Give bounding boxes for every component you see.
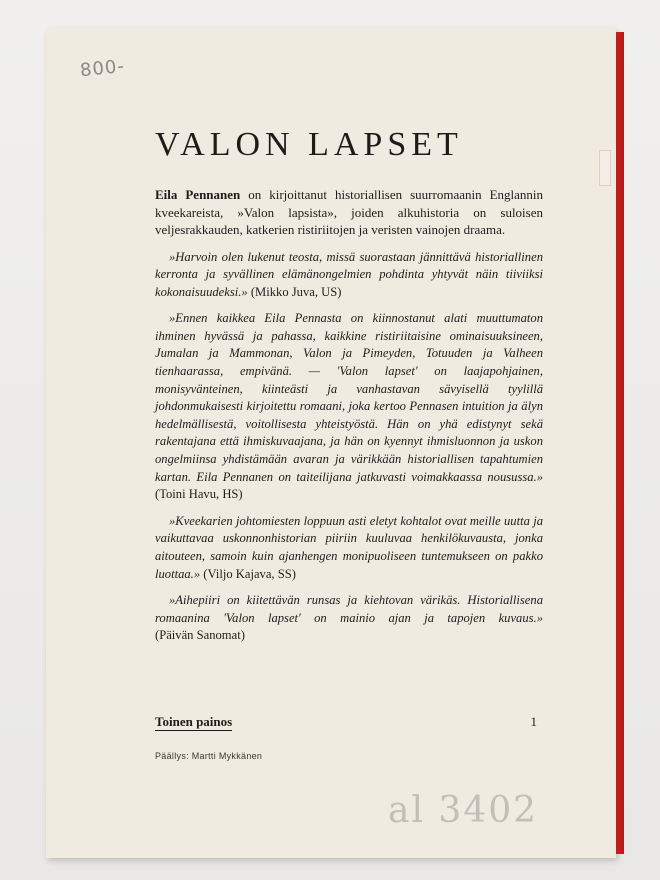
edition-row [155,714,543,730]
book-title: VALON LAPSET [155,126,463,163]
review-quote [155,513,543,583]
review-quote [155,310,543,504]
quote-text: »Ennen kaikkea Eila Pennasta on kiinnostanut alati muuttumaton ihminen hyvässä ja pahassa, kaikkine ristiriitaisine ominaisuuksineen, Jumalan ja Mammonan, Valon ja Pimeyden, Totuuden ja Valheen tienhaarassa, empivänä. — 'Valon lapset' on laajapohjainen, monisyvänteinen, kiinteästi ja vanhastavan sävyisellä tyylillä johdonmukaisesti kirjoitettu romaani, joka kertoo Pennasen intuition ja älyn hedelmällisestä, voitollisesta yhteistyöstä. Hän on yhä edistynyt sekä rakentajana että ihmiskuvaajana, ja hän on kyennyt ihmisluonnon ja uskon ongelmiinsa yhdistämään avaran ja värikkään historiallisen tapahtumien kartan. Eila Pennanen on taiteilijana jatkuvasti voimakkaassa nousussa.» [155,311,543,484]
pencil-code-note: al 3402 [388,790,539,831]
quote-source: (Toini Havu, HS) [155,487,243,502]
quote-text: »Aihepiiri on kiitettävän runsas ja kiehtovan värikäs. Historiallisena romaanina 'Valon lapset' on mainio ajan ja tapojen kuvaus.» [155,593,543,625]
review-quote [155,249,543,302]
pencil-price-note: 800- [79,55,126,82]
intro-text: on kirjoittanut historiallisen suurromaanin Englannin kveekareista, »Valon lapsista», joiden alkuhistoria on suloisen veljesrakkauden, katkerien ristiriitojen ja veristen vainojen draama. [155,187,544,237]
review-quote [155,592,543,645]
intro-paragraph [155,186,543,239]
quote-text: »Kveekarien johtomiesten loppuun asti eletyt kohtalot ovat meille uutta ja vaikuttavaa uskonnonhistorian piiriin kuuluvaa henkilökuvausta, jonka aitouteen, samoin kuin ajanhengen monipuoliseen tuntemukseen on pakko luottaa.» [155,513,543,581]
author-name: Eila Pennanen [155,187,241,202]
quote-text: »Harvoin olen lukenut teosta, missä suorastaan jännittävä historiallinen kerronta ja syvällinen elämänongelmien pohdinta yhtyvät näin tiiviiksi kokonaisuudeksi.» [155,249,543,299]
spine-paper-tab [599,150,611,186]
edition-label: Toinen painos [155,714,233,729]
quote-source: (Mikko Juva, US) [250,284,342,299]
cover-designer-credit: Päällys: Martti Mykkänen [155,751,263,761]
quote-source: (Viljo Kajava, SS) [203,566,296,581]
quote-source: (Päivän Sanomat) [155,628,245,643]
cover-text-block [155,126,543,654]
edition-number: 1 [530,714,537,729]
